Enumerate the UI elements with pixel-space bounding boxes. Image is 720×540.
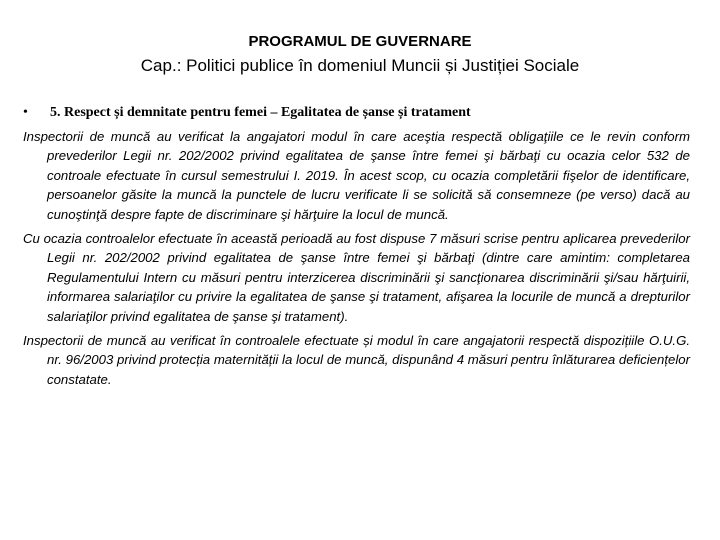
page-title: PROGRAMUL DE GUVERNARE [248, 33, 472, 50]
body-text [23, 127, 690, 394]
bullet-icon: • [23, 105, 28, 120]
section-heading [23, 104, 703, 122]
paragraph: Inspectorii de muncă au verificat la angajatori modul în care aceştia respectă obligaţiile ce le revin conform prevederilor Legii nr. 202/2002 privind egalitatea de şanse între femei şi bărbaţi cu ocazia celor 532 de controale efectuate în cursul semestrului I. 2019. În acest scop, cu ocazia completării fişelor de identificare, persoanelor găsite la muncă la punctele de lucru verificate li se solicită să consemneze (pe verso) dacă au cunoştinţă despre fapte de discriminare şi hărţuire la locul de muncă. [23, 129, 690, 222]
paragraph: Cu ocazia controalelor efectuate în această perioadă au fost dispuse 7 măsuri scrise pentru aplicarea prevederilor Legii nr. 202/2002 privind egalitatea de şanse între femei şi bărbaţi (dintre care amintim: completarea Regulamentului Intern cu măsuri pentru interzicerea discriminării şi sancţionarea discriminării şi/sau hărţuirii, informarea salariaţilor cu privire la egalitatea de şanse şi tratament, afişarea la locurile de muncă a drepturilor salariaţilor privind egalitatea de şanse şi tratament). [23, 231, 690, 324]
paragraph: Inspectorii de muncă au verificat în controalele efectuate și modul în care angajatorii respectă dispozițiile O.U.G. nr. 96/2003 privind protecția maternității la locul de muncă, dispunând 4 măsuri pentru înlăturarea deficiențelor constatate. [23, 333, 690, 387]
chapter-subtitle: Cap.: Politici publice în domeniul Muncii și Justiției Sociale [140, 56, 580, 75]
slide-header [0, 32, 720, 78]
section-heading-text: 5. Respect și demnitate pentru femei – Egalitatea de șanse și tratament [50, 105, 471, 120]
